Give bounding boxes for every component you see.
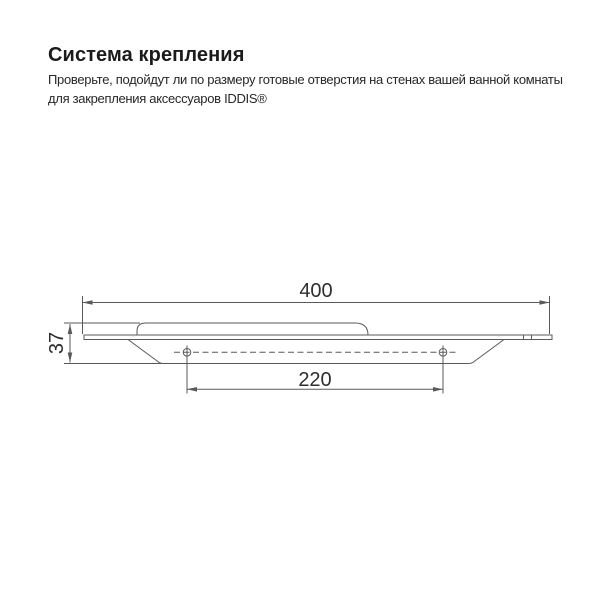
width-dim-arrow-left-icon [83, 300, 93, 305]
hole-spacing-dimension-label: 220 [298, 368, 332, 391]
mounting-bracket [128, 340, 504, 364]
height-dimension-label: 37 [46, 331, 68, 355]
height-dim-arrow-top-icon [68, 324, 73, 334]
width-dim-arrow-right-icon [540, 300, 550, 305]
description-line-2: для закрепления аксессуаров IDDIS® [48, 90, 267, 106]
page-title: Система крепления [48, 44, 245, 66]
description-line-1: Проверьте, подойдут ли по размеру готовые отверстия на стенах вашей ванной комнаты [48, 72, 563, 87]
shelf-plate [84, 335, 552, 340]
height-dim-arrow-bottom-icon [68, 353, 73, 363]
spacing-dim-arrow-right-icon [433, 387, 443, 392]
spacing-dim-arrow-left-icon [187, 387, 197, 392]
width-dimension-label: 400 [299, 280, 333, 302]
shelf-rail-profile [137, 323, 368, 335]
